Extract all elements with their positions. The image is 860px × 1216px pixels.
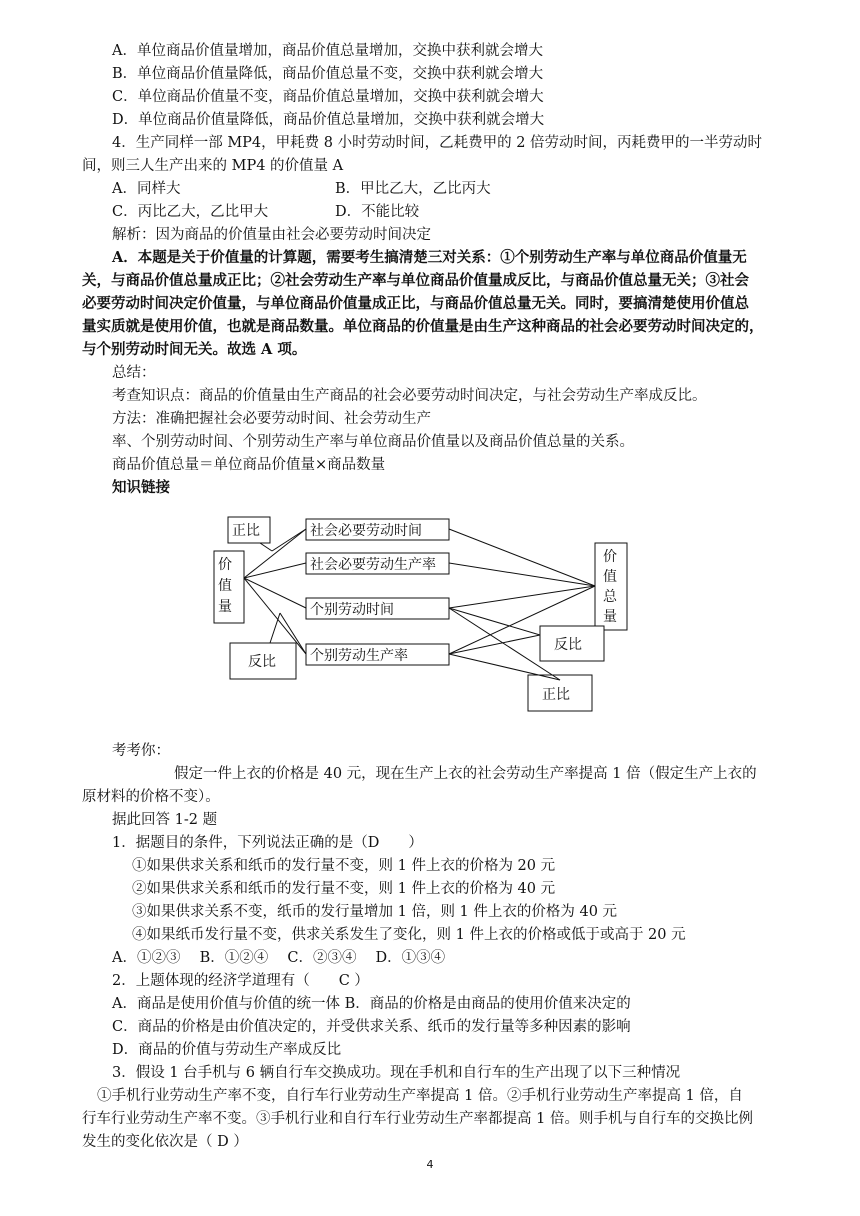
analysis-line-3: 必要劳动时间决定价值量，与单位商品价值量成正比，与商品价值总量无关。同时，要搞清楚使用价值总 (82, 295, 749, 312)
link-line (449, 586, 595, 608)
q4-option-b: B．甲比乙大，乙比丙大 (335, 181, 491, 197)
callout-line (272, 529, 306, 551)
total-value-char4: 量 (603, 609, 617, 625)
formula-line: 商品价值总量＝单位商品价值量×商品数量 (112, 457, 386, 473)
q4-stem-line1: 4．生产同样一部 MP4，甲耗费 8 小时劳动时间，乙耗费甲的 2 倍劳动时间，丙耗费甲的一半劳动时 (112, 135, 763, 151)
q2-option-d: D．商品的价值与劳动生产率成反比 (112, 1042, 342, 1058)
q2-stem: 2．上题体现的经济学道理有（ C ） (112, 973, 369, 989)
method-line-2: 率、个别劳动时间、个别劳动生产率与单位商品价值量以及商品价值总量的关系。 (112, 434, 634, 450)
q1-item-1: ①如果供求关系和纸币的发行量不变，则 1 件上衣的价格为 20 元 (132, 858, 556, 874)
knowledge-link-heading: 知识链接 (112, 479, 170, 496)
option-d-line: D．单位商品价值量降低，商品价值总量增加，交换中获利就会增大 (112, 112, 545, 128)
analysis-line-1: A．本题是关于价值量的计算题，需要考生搞清楚三对关系：①个别劳动生产率与单位商品价值量无 (112, 249, 747, 266)
summary-label: 总结： (112, 365, 156, 381)
link-line (449, 563, 595, 586)
factor-label-2: 社会必要劳动生产率 (310, 557, 436, 573)
premise-line-2: 原材料的价格不变）。 (82, 789, 220, 805)
analysis-line-2: 关，与商品价值总量成正比；②社会劳动生产率与单位商品价值量成反比，与商品价值总量无关；③社会 (82, 272, 749, 289)
option-c-line: C．单位商品价值量不变，商品价值总量增加，交换中获利就会增大 (112, 89, 544, 105)
fanbi-right-label: 反比 (554, 637, 582, 653)
callout-line (270, 613, 280, 643)
q2-options-ab: A．商品是使用价值与价值的统一体 B．商品的价格是由商品的使用价值来决定的 (112, 996, 631, 1012)
q4-option-d: D．不能比较 (335, 204, 420, 220)
q1-stem: 1．据题目的条件，下列说法正确的是（D ） (112, 835, 423, 851)
q3-line-2: 行车行业劳动生产率不变。③手机行业和自行车行业劳动生产率都提高 1 倍。则手机与自行车的交换比例 (82, 1111, 753, 1127)
zhengbi-top-label: 正比 (232, 523, 260, 539)
summary-point: 考查知识点：商品的价值量由生产商品的社会必要劳动时间决定，与社会劳动生产率成反比。 (112, 388, 707, 404)
analysis-line-4: 量实质就是使用价值，也就是商品数量。单位商品的价值量是由生产这种商品的社会必要劳动时间决定的， (82, 318, 764, 335)
total-value-char2: 值 (603, 569, 617, 585)
total-value-char3: 总 (603, 589, 617, 605)
option-b-line: B．单位商品价值量降低，商品价值总量不变，交换中获利就会增大 (112, 66, 544, 82)
q1-item-4: ④如果纸币发行量不变，供求关系发生了变化，则 1 件上衣的价格或低于或高于 20 元 (132, 927, 686, 943)
q2-option-c: C．商品的价格是由价值决定的，并受供求关系、纸币的发行量等多种因素的影响 (112, 1019, 631, 1035)
method-line-1: 方法：准确把握社会必要劳动时间、社会劳动生产 (112, 411, 431, 427)
analysis-heading: 解析：因为商品的价值量由社会必要劳动时间决定 (112, 227, 431, 243)
option-a-line: A．单位商品价值量增加，商品价值总量增加，交换中获利就会增大 (112, 43, 543, 59)
q4-option-c: C．丙比乙大，乙比甲大 (112, 204, 269, 220)
total-value-char1: 价 (603, 549, 617, 565)
factor-label-1: 社会必要劳动时间 (310, 523, 422, 539)
value-quantity-char1: 价 (218, 557, 232, 573)
callout-line (449, 608, 540, 635)
premise-line-1: 假定一件上衣的价格是 40 元，现在生产上衣的社会劳动生产率提高 1 倍（假定生产上衣的 (174, 766, 757, 782)
q4-option-a: A．同样大 (112, 181, 181, 197)
page-number: 4 (426, 1158, 434, 1171)
q1-item-2: ②如果供求关系和纸币的发行量不变，则 1 件上衣的价格为 40 元 (132, 881, 556, 897)
zhengbi-right-label: 正比 (542, 687, 570, 703)
analysis-line-5: 与个别劳动时间无关。故选 A 项。 (82, 341, 307, 358)
factor-label-3: 个别劳动时间 (310, 602, 394, 618)
q4-stem-line2: 间，则三人生产出来的 MP4 的价值量 A (82, 158, 344, 174)
q3-line-1: ①手机行业劳动生产率不变，自行车行业劳动生产率提高 1 倍。②手机行业劳动生产率提高 1 倍，自 (97, 1088, 743, 1104)
q3-line-3: 发生的变化依次是（ D ） (82, 1134, 248, 1150)
answer-hint: 据此回答 1-2 题 (112, 812, 218, 828)
knowledge-diagram (200, 505, 660, 724)
value-quantity-char2: 值 (218, 578, 232, 594)
q1-options: A．①②③ B．①②④ C．②③④ D．①③④ (112, 950, 446, 966)
value-quantity-char3: 量 (218, 599, 232, 615)
link-line (449, 529, 595, 586)
callout-line (260, 543, 272, 551)
fanbi-left-label: 反比 (248, 654, 276, 670)
q3-stem: 3．假设 1 台手机与 6 辆自行车交换成功。现在手机和自行车的生产出现了以下三种情况 (112, 1065, 681, 1081)
kaokaoni-heading: 考考你： (112, 743, 170, 759)
link-line (244, 578, 306, 608)
factor-label-4: 个别劳动生产率 (310, 648, 408, 664)
q1-item-3: ③如果供求关系不变，纸币的发行量增加 1 倍，则 1 件上衣的价格为 40 元 (132, 904, 618, 920)
